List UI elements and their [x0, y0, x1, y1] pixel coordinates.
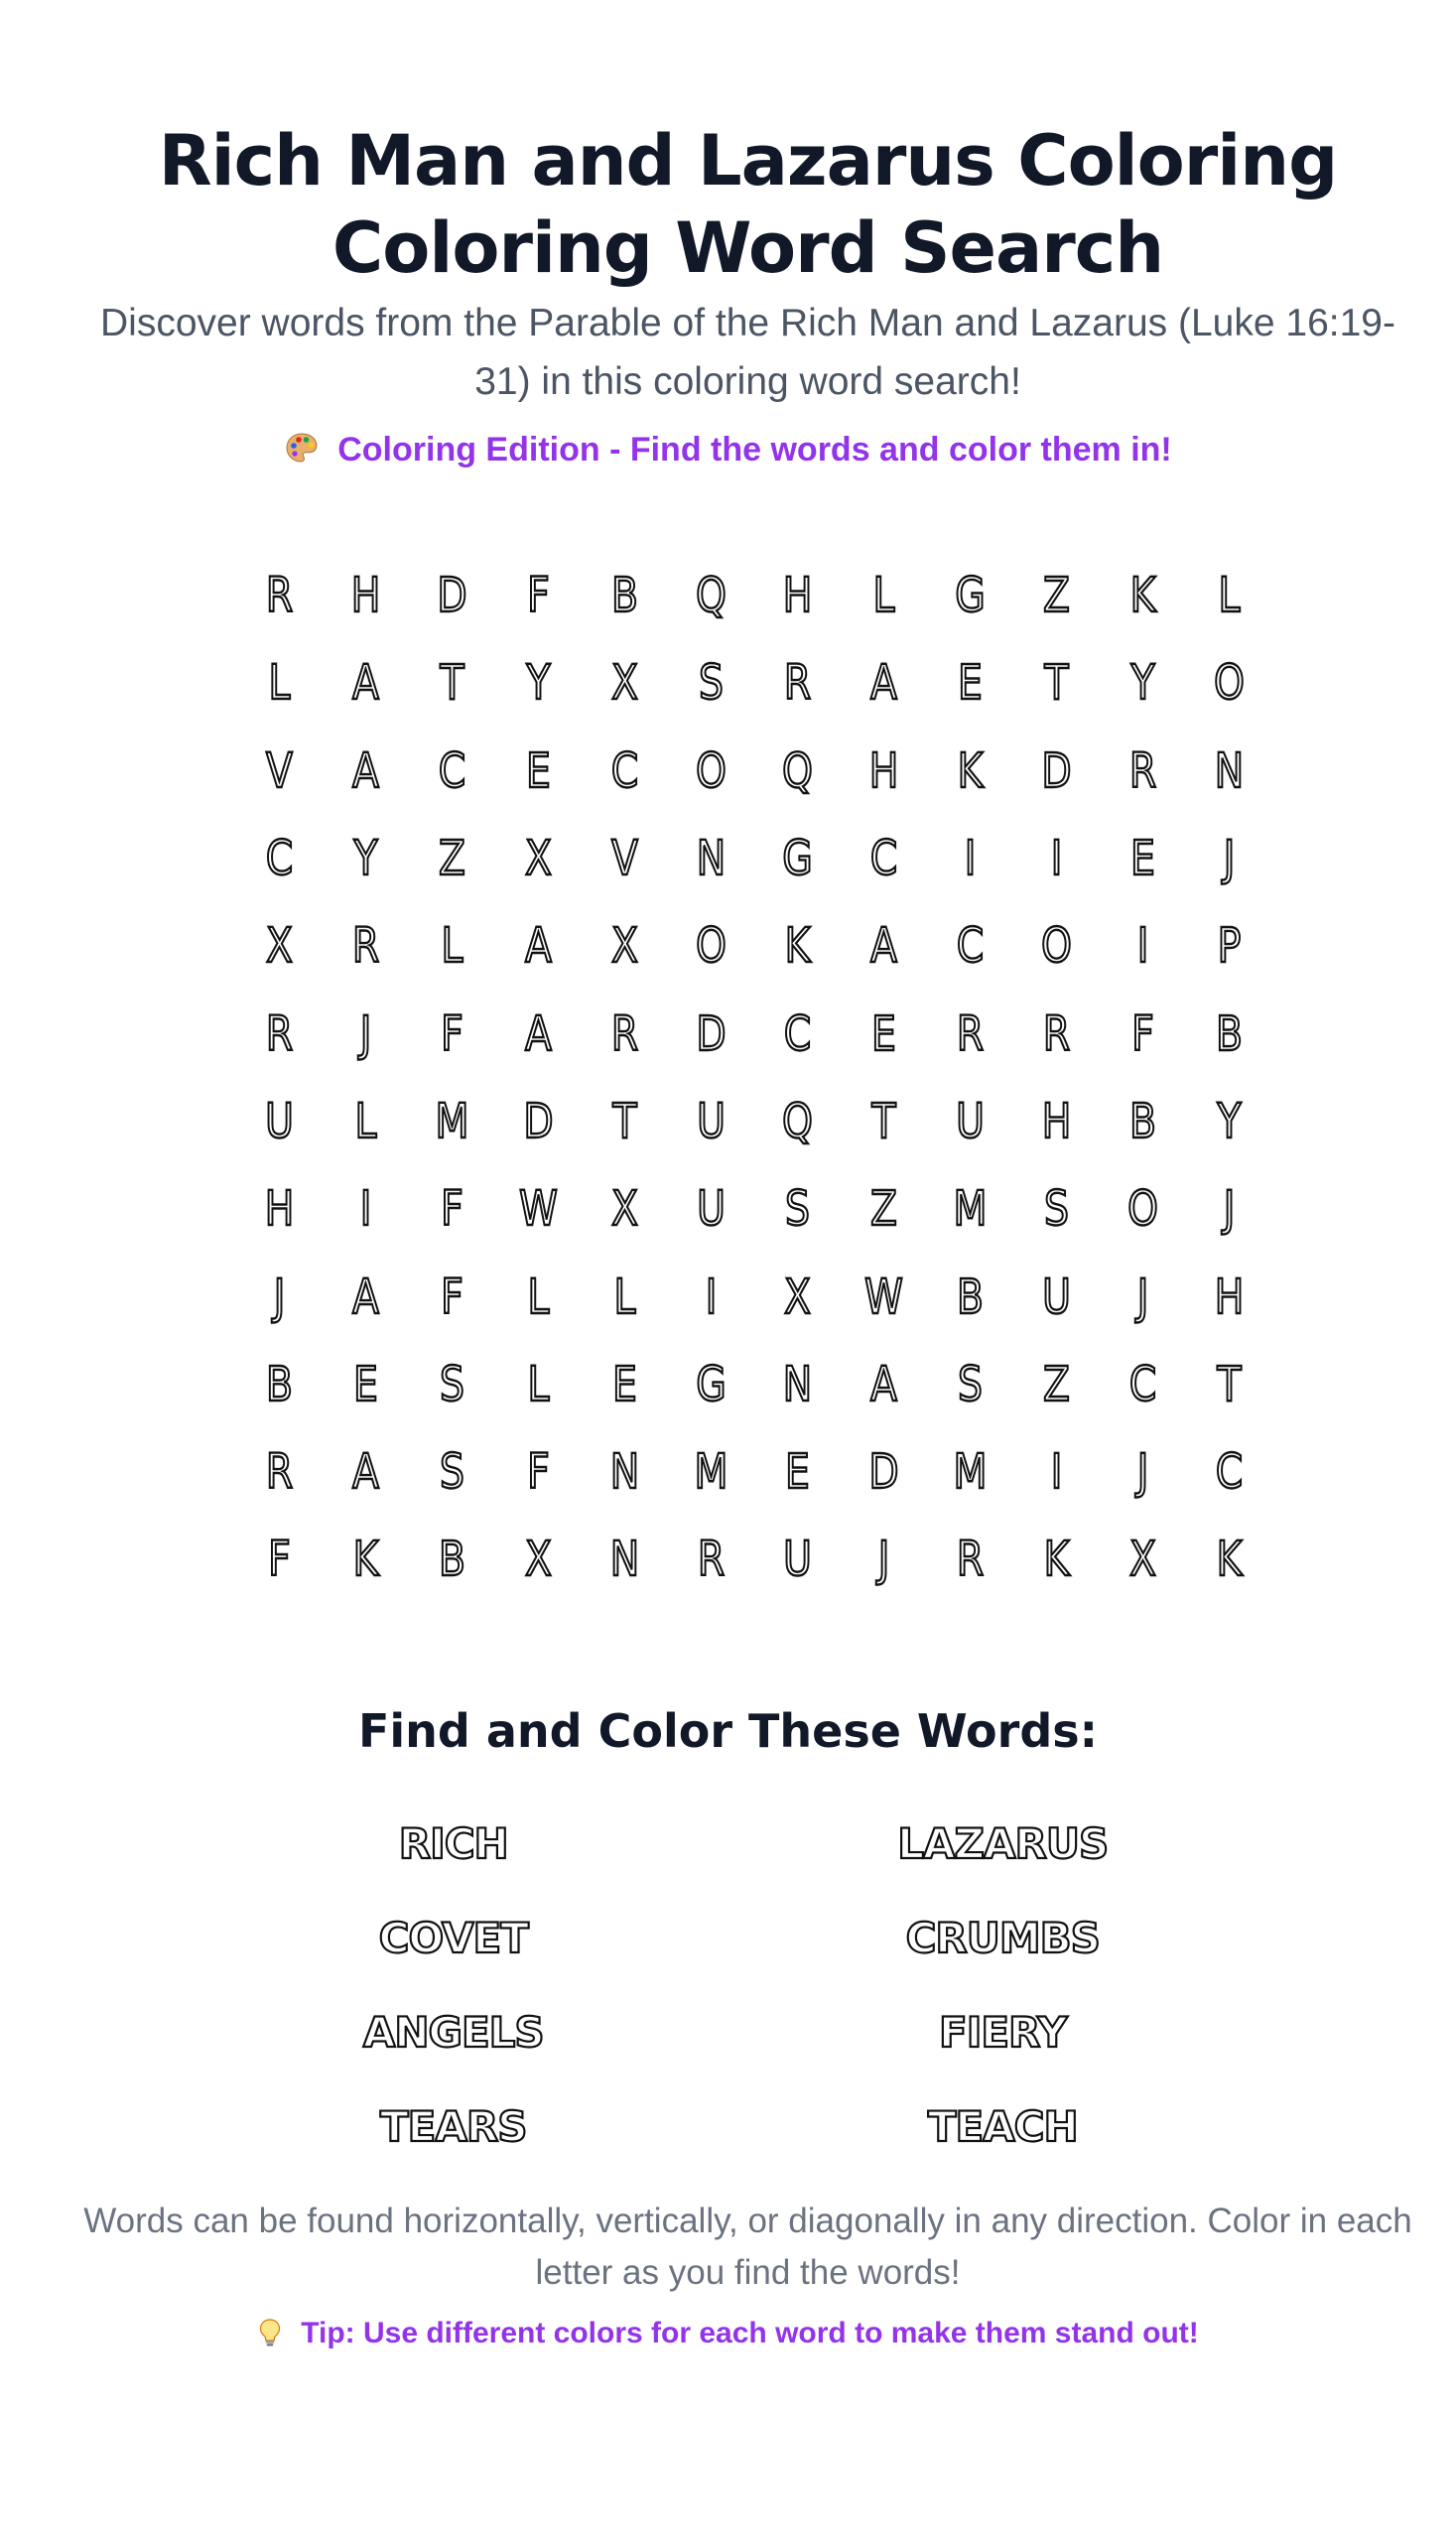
grid-cell[interactable]: F	[441, 1269, 463, 1325]
grid-cell[interactable]: T	[871, 1093, 896, 1149]
grid-cell[interactable]: L	[527, 1356, 550, 1412]
grid-cell[interactable]: N	[782, 1356, 813, 1412]
grid-cell[interactable]: T	[1044, 655, 1069, 712]
grid-cell[interactable]: U	[783, 1532, 812, 1588]
grid-cell[interactable]: F	[527, 568, 550, 624]
grid-row	[236, 639, 1272, 727]
grid-cell[interactable]: K	[1043, 1532, 1070, 1588]
grid-row	[236, 1428, 1272, 1516]
grid-cell[interactable]: Q	[696, 568, 727, 624]
lightbulb-icon	[257, 2318, 283, 2347]
grid-cell[interactable]: H	[350, 568, 381, 624]
grid-cell[interactable]: A	[525, 1005, 552, 1062]
grid-row	[236, 552, 1272, 639]
grid-cell[interactable]: B	[438, 1532, 466, 1588]
grid-cell[interactable]: J	[273, 1269, 286, 1325]
grid-cell[interactable]: W	[864, 1269, 903, 1325]
grid-cell[interactable]: T	[612, 1093, 637, 1149]
page-subtitle: Discover words from the Parable of the Rich Man and Lazarus (Luke 16:19-31) in this coloring word search!	[100, 302, 1395, 403]
grid-cell[interactable]: B	[610, 568, 639, 624]
grid-cell[interactable]: X	[525, 1532, 552, 1588]
grid-cell[interactable]: R	[697, 1532, 726, 1588]
grid-cell[interactable]: U	[697, 1181, 726, 1238]
grid-cell[interactable]: D	[696, 1005, 727, 1062]
grid-cell[interactable]: B	[1128, 1093, 1157, 1149]
grid-cell[interactable]: A	[352, 742, 379, 799]
grid-cell[interactable]: O	[696, 742, 727, 799]
grid-cell[interactable]: O	[1127, 1181, 1158, 1238]
grid-cell[interactable]: C	[1128, 1356, 1157, 1412]
grid-cell[interactable]: R	[265, 1005, 294, 1062]
grid-cell[interactable]: X	[525, 831, 552, 887]
grid-cell[interactable]: V	[611, 831, 638, 887]
grid-row	[236, 1165, 1272, 1253]
grid-cell[interactable]: Z	[1043, 568, 1070, 624]
grid-cell[interactable]: L	[441, 918, 463, 975]
grid-cell[interactable]: X	[784, 1269, 811, 1325]
grid-cell[interactable]: K	[1129, 568, 1156, 624]
grid-cell[interactable]: Z	[870, 1181, 897, 1238]
grid-cell[interactable]: D	[1041, 742, 1072, 799]
grid-cell[interactable]: Y	[1130, 655, 1155, 712]
grid-cell[interactable]: I	[705, 1269, 718, 1325]
grid-cell[interactable]: J	[877, 1532, 890, 1588]
grid-cell[interactable]: X	[266, 918, 293, 975]
grid-cell[interactable]: B	[265, 1356, 294, 1412]
grid-cell[interactable]: J	[1136, 1269, 1149, 1325]
grid-cell[interactable]: J	[1223, 831, 1236, 887]
grid-cell[interactable]: L	[268, 655, 291, 712]
grid-cell[interactable]: I	[1050, 831, 1063, 887]
grid-cell[interactable]: G	[696, 1356, 727, 1412]
grid-cell[interactable]: C	[1215, 1444, 1244, 1501]
grid-cell[interactable]: L	[527, 1269, 550, 1325]
grid-row	[236, 902, 1272, 990]
palette-icon	[284, 431, 320, 467]
grid-cell[interactable]: J	[1223, 1181, 1236, 1238]
word-list-item: FIERY	[939, 2008, 1067, 2057]
grid-cell[interactable]: R	[956, 1532, 985, 1588]
grid-cell[interactable]: R	[265, 1444, 294, 1501]
edition-text: Coloring Edition - Find the words and color them in!	[337, 431, 1172, 468]
grid-cell[interactable]: R	[1128, 742, 1157, 799]
grid-cell[interactable]: M	[435, 1093, 469, 1149]
grid-cell[interactable]: A	[870, 1356, 897, 1412]
word-list-item: COVET	[378, 1914, 528, 1962]
grid-cell[interactable]: C	[869, 831, 898, 887]
grid-cell[interactable]: A	[870, 655, 897, 712]
grid-cell[interactable]: A	[352, 1444, 379, 1501]
grid-cell[interactable]: S	[440, 1444, 464, 1501]
grid-cell[interactable]: K	[784, 918, 811, 975]
grid-row	[236, 728, 1272, 815]
grid-cell[interactable]: S	[785, 1181, 810, 1238]
grid-cell[interactable]: H	[868, 742, 899, 799]
grid-cell[interactable]: I	[964, 831, 977, 887]
grid-cell[interactable]: Q	[782, 742, 813, 799]
grid-cell[interactable]: C	[265, 831, 294, 887]
grid-cell[interactable]: N	[1214, 742, 1245, 799]
grid-cell[interactable]: D	[523, 1093, 554, 1149]
grid-cell[interactable]: F	[441, 1181, 463, 1238]
grid-cell[interactable]: C	[783, 1005, 812, 1062]
grid-cell[interactable]: S	[699, 655, 724, 712]
grid-cell[interactable]: X	[611, 918, 638, 975]
grid-cell[interactable]: E	[1130, 831, 1155, 887]
grid-cell[interactable]: R	[265, 568, 294, 624]
grid-cell[interactable]: A	[525, 918, 552, 975]
grid-cell[interactable]: I	[359, 1181, 372, 1238]
grid-cell[interactable]: S	[440, 1356, 464, 1412]
grid-cell[interactable]: P	[1217, 918, 1242, 975]
word-list-item: TEACH	[927, 2102, 1078, 2151]
grid-cell[interactable]: E	[958, 655, 983, 712]
word-list-item: ANGELS	[362, 2008, 544, 2057]
grid-cell[interactable]: U	[956, 1093, 985, 1149]
edition-banner	[0, 427, 1456, 472]
grid-cell[interactable]: O	[1214, 655, 1245, 712]
grid-row	[236, 1516, 1272, 1603]
grid-cell[interactable]: A	[352, 1269, 379, 1325]
grid-cell[interactable]: H	[1041, 1093, 1072, 1149]
grid-cell[interactable]: X	[611, 1181, 638, 1238]
grid-cell[interactable]: Y	[353, 831, 378, 887]
grid-cell[interactable]: I	[1050, 1444, 1063, 1501]
grid-cell[interactable]: S	[1044, 1181, 1069, 1238]
grid-cell[interactable]: T	[440, 655, 464, 712]
grid-cell[interactable]: R	[610, 1005, 639, 1062]
page-title: Rich Man and Lazarus Coloring Coloring Word Search	[158, 120, 1338, 289]
grid-cell[interactable]: H	[1214, 1269, 1245, 1325]
grid-cell[interactable]: A	[870, 918, 897, 975]
grid-cell[interactable]: E	[353, 1356, 378, 1412]
grid-cell[interactable]: U	[1042, 1269, 1071, 1325]
grid-cell[interactable]: O	[1041, 918, 1072, 975]
grid-cell[interactable]: B	[1215, 1005, 1244, 1062]
letter-grid	[236, 552, 1272, 1604]
grid-cell[interactable]: F	[527, 1444, 550, 1501]
grid-row	[236, 815, 1272, 902]
grid-cell[interactable]: L	[354, 1093, 377, 1149]
grid-cell[interactable]: L	[613, 1269, 636, 1325]
word-list-item: CRUMBS	[905, 1914, 1100, 1962]
word-list-heading: Find and Color These Words:	[357, 1704, 1099, 1758]
grid-cell[interactable]: G	[782, 831, 813, 887]
grid-cell[interactable]: I	[1136, 918, 1149, 975]
grid-cell[interactable]: G	[955, 568, 986, 624]
grid-cell[interactable]: E	[785, 1444, 810, 1501]
grid-cell[interactable]: Z	[1043, 1356, 1070, 1412]
grid-cell[interactable]: W	[519, 1181, 558, 1238]
grid-cell[interactable]: M	[953, 1444, 988, 1501]
grid-cell[interactable]: F	[441, 1005, 463, 1062]
grid-row	[236, 1078, 1272, 1165]
instructions-text: Words can be found horizontally, vertically, or diagonally in any direction. Color in each letter as you find the words!	[83, 2202, 1412, 2292]
grid-row	[236, 1341, 1272, 1428]
grid-cell[interactable]: L	[1218, 568, 1241, 624]
grid-cell[interactable]: K	[957, 742, 984, 799]
grid-cell[interactable]: B	[956, 1269, 985, 1325]
grid-cell[interactable]: Q	[782, 1093, 813, 1149]
grid-cell[interactable]: U	[265, 1093, 294, 1149]
grid-cell[interactable]: C	[956, 918, 985, 975]
grid-cell[interactable]: Y	[1217, 1093, 1242, 1149]
grid-cell[interactable]: F	[1131, 1005, 1154, 1062]
grid-cell[interactable]: M	[953, 1181, 988, 1238]
grid-cell[interactable]: R	[1042, 1005, 1071, 1062]
grid-cell[interactable]: A	[352, 655, 379, 712]
grid-cell[interactable]: N	[609, 1444, 640, 1501]
grid-cell[interactable]: J	[359, 1005, 372, 1062]
grid-cell[interactable]: K	[1216, 1532, 1243, 1588]
grid-cell[interactable]: E	[871, 1005, 896, 1062]
grid-cell[interactable]: R	[783, 655, 812, 712]
grid-cell[interactable]: E	[612, 1356, 637, 1412]
grid-cell[interactable]: X	[1129, 1532, 1156, 1588]
grid-cell[interactable]: Z	[439, 831, 465, 887]
word-list-item: RICH	[398, 1819, 508, 1868]
grid-cell[interactable]: H	[782, 568, 813, 624]
grid-cell[interactable]: N	[696, 831, 727, 887]
grid-cell[interactable]: T	[1217, 1356, 1242, 1412]
grid-cell[interactable]: U	[697, 1093, 726, 1149]
tip-banner	[0, 2313, 1456, 2354]
grid-cell[interactable]: S	[958, 1356, 983, 1412]
grid-row	[236, 990, 1272, 1077]
grid-cell[interactable]: J	[1136, 1444, 1149, 1501]
grid-cell[interactable]: D	[868, 1444, 899, 1501]
grid-cell[interactable]: D	[437, 568, 467, 624]
tip-text: Tip: Use different colors for each word to make them stand out!	[301, 2317, 1199, 2349]
grid-cell[interactable]: E	[526, 742, 551, 799]
grid-row	[236, 1253, 1272, 1340]
word-list	[179, 1797, 1277, 2174]
grid-cell[interactable]: L	[872, 568, 895, 624]
grid-cell[interactable]: O	[696, 918, 727, 975]
word-list-item: LAZARUS	[897, 1819, 1109, 1868]
grid-cell[interactable]: K	[352, 1532, 379, 1588]
grid-cell[interactable]: C	[610, 742, 639, 799]
grid-cell[interactable]: R	[351, 918, 380, 975]
grid-cell[interactable]: V	[266, 742, 293, 799]
word-list-item: TEARS	[380, 2102, 527, 2151]
grid-cell[interactable]: C	[438, 742, 466, 799]
grid-cell[interactable]: X	[611, 655, 638, 712]
grid-cell[interactable]: F	[268, 1532, 291, 1588]
grid-cell[interactable]: R	[956, 1005, 985, 1062]
grid-cell[interactable]: H	[264, 1181, 295, 1238]
grid-cell[interactable]: N	[609, 1532, 640, 1588]
grid-cell[interactable]: M	[694, 1444, 728, 1501]
grid-cell[interactable]: Y	[526, 655, 551, 712]
